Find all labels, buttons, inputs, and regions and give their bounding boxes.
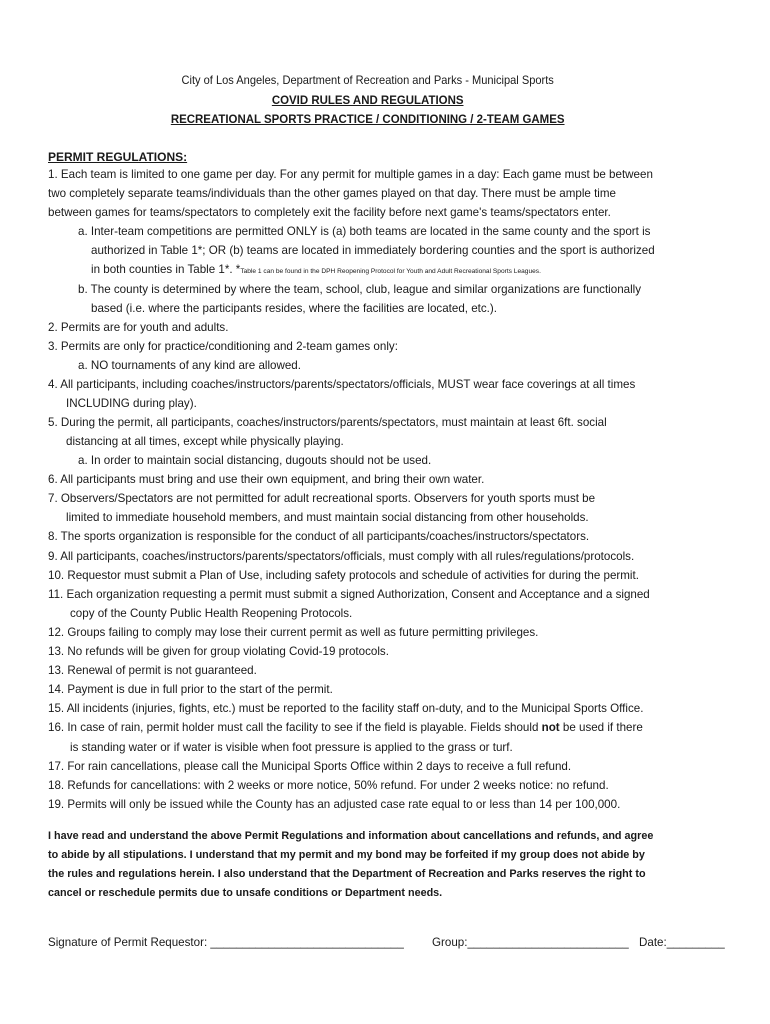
rule-1b-line-1: b. The county is determined by where the team, school, club, league and similar organizations are functionally xyxy=(78,283,642,296)
rule-16-line-2: is standing water or if water is visible when foot pressure is applied to the grass or turf. xyxy=(70,741,513,754)
rule-11-line-2: copy of the County Public Health Reopening Protocols. xyxy=(70,607,353,620)
rule-16-line-1: 16. In case of rain, permit holder must call the facility to see if the field is playable. Fields should not be used if there xyxy=(48,721,643,734)
rule-11-line-1: 11. Each organization requesting a permit must submit a signed Authorization, Consent and Acceptance and a signed xyxy=(48,588,650,601)
rule-1a-line-3: in both counties in Table 1*. *Table 1 can be found in the DPH Reopening Protocol for Youth and Adult Recreational Sports Leagues. xyxy=(91,263,541,276)
rule-5-line-2: distancing at all times, except while physically playing. xyxy=(66,435,344,448)
org-header: City of Los Angeles, Department of Recreation and Parks - Municipal Sports xyxy=(181,74,554,87)
section-title: PERMIT REGULATIONS: xyxy=(48,150,188,164)
rule-13: 13. No refunds will be given for group violating Covid-19 protocols. xyxy=(48,645,389,658)
emphasis-not: not xyxy=(541,721,560,734)
acknowledgement-line-1: I have read and understand the above Permit Regulations and information about cancellations and refunds, and agree xyxy=(48,830,654,842)
rule-9: 9. All participants, coaches/instructors/parents/spectators/officials, must comply with all rules/regulations/protocols. xyxy=(48,550,635,563)
rule-6: 6. All participants must bring and use their own equipment, and bring their own water. xyxy=(48,473,485,486)
rule-1a-line-2: authorized in Table 1*; OR (b) teams are located in immediately bordering counties and the sport is authorized xyxy=(91,244,655,257)
document-title: COVID RULES AND REGULATIONS xyxy=(271,93,464,107)
group-field[interactable]: Group:_________________________ xyxy=(432,936,629,949)
rule-5-line-1: 5. During the permit, all participants, coaches/instructors/parents/spectators, must maintain at least 6ft. social xyxy=(48,416,607,429)
rule-7-line-1: 7. Observers/Spectators are not permitted for adult recreational sports. Observers for youth sports must be xyxy=(48,492,596,505)
rule-3: 3. Permits are only for practice/conditioning and 2-team games only: xyxy=(48,340,398,353)
acknowledgement-line-3: the rules and regulations herein. I also understand that the Department of Recreation and Parks reserves the right to xyxy=(48,868,646,880)
acknowledgement-line-4: cancel or reschedule permits due to unsafe conditions or Department needs. xyxy=(48,887,443,899)
signature-field[interactable]: Signature of Permit Requestor: ______________________________ xyxy=(48,936,404,949)
document-subtitle: RECREATIONAL SPORTS PRACTICE / CONDITIONING / 2-TEAM GAMES xyxy=(170,112,565,126)
rule-12: 12. Groups failing to comply may lose their current permit as well as future permitting privileges. xyxy=(48,626,539,639)
rule-8: 8. The sports organization is responsible for the conduct of all participants/coaches/instructors/spectators. xyxy=(48,530,590,543)
rule-19: 19. Permits will only be issued while the County has an adjusted case rate equal to or less than 14 per 100,000. xyxy=(48,798,621,811)
rule-5a: a. In order to maintain social distancing, dugouts should not be used. xyxy=(78,454,432,467)
rule-1-line-3: between games for teams/spectators to completely exit the facility before next game's teams/spectators enter. xyxy=(48,206,611,219)
rule-2: 2. Permits are for youth and adults. xyxy=(48,321,229,334)
rule-17: 17. For rain cancellations, please call the Municipal Sports Office within 2 days to receive a full refund. xyxy=(48,760,572,773)
rule-14: 14. Payment is due in full prior to the start of the permit. xyxy=(48,683,333,696)
rule-4-line-1: 4. All participants, including coaches/instructors/parents/spectators/officials, MUST wear face coverings at all times xyxy=(48,378,636,391)
rule-1a-line-1: a. Inter-team competitions are permitted ONLY is (a) both teams are located in the same county and the sport is xyxy=(78,225,651,238)
rule-renewal: 13. Renewal of permit is not guaranteed. xyxy=(48,664,257,677)
rule-1-line-2: two completely separate teams/individuals than the other games played on that day. There must be ample time xyxy=(48,187,616,200)
rule-3a: a. NO tournaments of any kind are allowed. xyxy=(78,359,301,372)
rule-1b-line-2: based (i.e. where the participants resides, where the facilities are located, etc.). xyxy=(91,302,497,315)
rule-18: 18. Refunds for cancellations: with 2 weeks or more notice, 50% refund. For under 2 weeks notice: no refund. xyxy=(48,779,609,792)
rule-7-line-2: limited to immediate household members, and must maintain social distancing from other households. xyxy=(66,511,589,524)
rule-1-line-1: 1. Each team is limited to one game per day. For any permit for multiple games in a day: Each game must be between xyxy=(48,168,653,181)
date-field[interactable]: Date:_________ xyxy=(639,936,725,949)
rule-10: 10. Requestor must submit a Plan of Use, including safety protocols and schedule of activities for during the permit. xyxy=(48,569,639,582)
rule-15: 15. All incidents (injuries, fights, etc.) must be reported to the facility staff on-duty, and to the Municipal Sports Office. xyxy=(48,702,644,715)
acknowledgement-line-2: to abide by all stipulations. I understand that my permit and my bond may be forfeited if my group does not abide by xyxy=(48,849,645,861)
table-footnote: Table 1 can be found in the DPH Reopening Protocol for Youth and Adult Recreational Sports Leagues. xyxy=(240,268,541,275)
rule-4-line-2: INCLUDING during play). xyxy=(66,397,197,410)
